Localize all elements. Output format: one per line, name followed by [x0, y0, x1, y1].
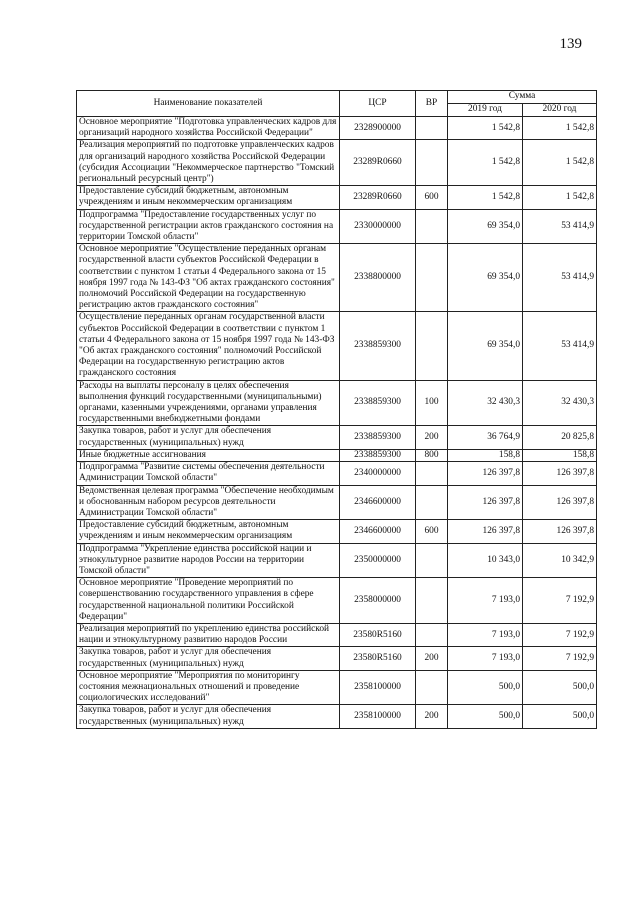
row-sum-2019-cell: 126 397,8: [448, 462, 523, 485]
row-vr-cell: 200: [416, 705, 448, 728]
row-sum-2020-cell: 53 414,9: [523, 209, 597, 244]
row-name-cell: Расходы на выплаты персоналу в целях обеспечения выполнения функций государственными (муниципальными) органами, казенными учреждениями, органами управления государственными внебюджетными фондами: [77, 380, 340, 426]
table-row: [77, 244, 597, 312]
row-name-cell: Закупка товаров, работ и услуг для обеспечения государственных (муниципальных) нужд: [77, 426, 340, 449]
row-vr-cell: [416, 462, 448, 485]
row-name-cell: Подпрограмма "Развитие системы обеспечения деятельности Администрации Томской области": [77, 462, 340, 485]
row-vr-cell: [416, 312, 448, 380]
row-name-cell: Реализация мероприятий по подготовке управленческих кадров для организаций народного хозяйства Российской Федерации (субсидия Ассоциации "Некоммерческое партнерство "Томский региональный ресурсный центр"): [77, 140, 340, 186]
row-vr-cell: 200: [416, 647, 448, 670]
row-name-cell: Иные бюджетные ассигнования: [77, 449, 340, 461]
row-sum-2019-cell: 1 542,8: [448, 186, 523, 209]
row-vr-cell: [416, 623, 448, 646]
row-sum-2019-cell: 7 193,0: [448, 578, 523, 624]
table-header: [77, 91, 597, 117]
table-body: [77, 117, 597, 729]
row-vr-cell: [416, 140, 448, 186]
row-sum-2020-cell: 7 192,9: [523, 647, 597, 670]
row-sum-2020-cell: 10 342,9: [523, 543, 597, 578]
row-sum-2020-cell: 7 192,9: [523, 578, 597, 624]
row-sum-2019-cell: 1 542,8: [448, 117, 523, 140]
row-sum-2019-cell: 69 354,0: [448, 312, 523, 380]
table-row: [77, 462, 597, 485]
row-name-cell: Закупка товаров, работ и услуг для обеспечения государственных (муниципальных) нужд: [77, 705, 340, 728]
row-name-cell: Реализация мероприятий по укреплению единства российской нации и этнокультурному развитию народов России: [77, 623, 340, 646]
row-sum-2020-cell: 32 430,3: [523, 380, 597, 426]
table-row: [77, 520, 597, 543]
header-sum: Сумма: [448, 91, 597, 104]
row-sum-2019-cell: 7 193,0: [448, 647, 523, 670]
header-csr: ЦСР: [340, 91, 416, 117]
page-number: 139: [559, 36, 582, 52]
table-row: [77, 312, 597, 380]
row-sum-2020-cell: 7 192,9: [523, 623, 597, 646]
table-row: [77, 186, 597, 209]
row-sum-2019-cell: 69 354,0: [448, 244, 523, 312]
row-sum-2020-cell: 126 397,8: [523, 520, 597, 543]
row-vr-cell: 600: [416, 520, 448, 543]
row-name-cell: Ведомственная целевая программа "Обеспечение необходимым и обоснованным набором ресурсов деятельности Администрации Томской области": [77, 485, 340, 520]
row-vr-cell: [416, 578, 448, 624]
row-sum-2020-cell: 500,0: [523, 705, 597, 728]
header-name: Наименование показателей: [77, 91, 340, 117]
row-sum-2019-cell: 1 542,8: [448, 140, 523, 186]
row-sum-2020-cell: 53 414,9: [523, 312, 597, 380]
row-sum-2019-cell: 7 193,0: [448, 623, 523, 646]
row-csr-cell: 2358000000: [340, 578, 416, 624]
row-sum-2019-cell: 158,8: [448, 449, 523, 461]
table-row: [77, 117, 597, 140]
row-vr-cell: [416, 117, 448, 140]
row-vr-cell: [416, 670, 448, 705]
row-vr-cell: 100: [416, 380, 448, 426]
row-vr-cell: 800: [416, 449, 448, 461]
row-vr-cell: 200: [416, 426, 448, 449]
header-year-2020: 2020 год: [523, 104, 597, 117]
table-row: [77, 449, 597, 461]
row-csr-cell: 2340000000: [340, 462, 416, 485]
row-csr-cell: 23580R5160: [340, 647, 416, 670]
row-name-cell: Предоставление субсидий бюджетным, автономным учреждениям и иным некоммерческим организациям: [77, 186, 340, 209]
row-csr-cell: 2338859300: [340, 426, 416, 449]
row-sum-2019-cell: 10 343,0: [448, 543, 523, 578]
row-csr-cell: 23289R0660: [340, 186, 416, 209]
table-row: [77, 209, 597, 244]
row-sum-2020-cell: 1 542,8: [523, 117, 597, 140]
row-sum-2019-cell: 500,0: [448, 705, 523, 728]
table-row: [77, 623, 597, 646]
row-csr-cell: 2338859300: [340, 449, 416, 461]
table-row: [77, 705, 597, 728]
row-name-cell: Основное мероприятие "Мероприятия по мониторингу состояния межнациональных отношений и проведение социологических исследований": [77, 670, 340, 705]
row-name-cell: Основное мероприятие "Подготовка управленческих кадров для организаций народного хозяйства Российской Федерации": [77, 117, 340, 140]
row-sum-2019-cell: 500,0: [448, 670, 523, 705]
table-row: [77, 578, 597, 624]
row-csr-cell: 2338859300: [340, 312, 416, 380]
row-name-cell: Закупка товаров, работ и услуг для обеспечения государственных (муниципальных) нужд: [77, 647, 340, 670]
table-row: [77, 543, 597, 578]
row-name-cell: Осуществление переданных органам государственной власти субъектов Российской Федерации в соответствии с пунктом 1 статьи 4 Федерального закона от 15 ноября 1997 года № 143-ФЗ "Об актах гражданского состояния" полномочий Российской Федерации на государственную регистрацию актов гражданского состояния: [77, 312, 340, 380]
table-row: [77, 426, 597, 449]
row-name-cell: Основное мероприятие "Проведение мероприятий по совершенствованию государственного управления в сфере государственной национальной политики Российской Федерации": [77, 578, 340, 624]
row-sum-2019-cell: 36 764,9: [448, 426, 523, 449]
table-row: [77, 140, 597, 186]
row-vr-cell: [416, 485, 448, 520]
row-sum-2020-cell: 126 397,8: [523, 485, 597, 520]
row-csr-cell: 2330000000: [340, 209, 416, 244]
row-sum-2019-cell: 126 397,8: [448, 485, 523, 520]
row-csr-cell: 2346600000: [340, 485, 416, 520]
row-name-cell: Основное мероприятие "Осуществление переданных органам государственной власти субъектов Российской Федерации в соответствии с пунктом 1 статьи 4 Федерального закона от 15 ноября 1997 года № 143-ФЗ "Об актах гражданского состояния" полномочий Российской Федерации на государственную регистрацию актов гражданского состояния": [77, 244, 340, 312]
row-sum-2019-cell: 32 430,3: [448, 380, 523, 426]
row-csr-cell: 2328900000: [340, 117, 416, 140]
table-row: [77, 485, 597, 520]
row-name-cell: Подпрограмма "Предоставление государственных услуг по государственной регистрации актов гражданского состояния на территории Томской области": [77, 209, 340, 244]
table-row: [77, 670, 597, 705]
row-csr-cell: 2346600000: [340, 520, 416, 543]
row-vr-cell: [416, 209, 448, 244]
row-sum-2020-cell: 158,8: [523, 449, 597, 461]
row-csr-cell: 23580R5160: [340, 623, 416, 646]
row-sum-2020-cell: 53 414,9: [523, 244, 597, 312]
row-name-cell: Подпрограмма "Укрепление единства российской нации и этнокультурное развитие народов России на территории Томской области": [77, 543, 340, 578]
row-sum-2020-cell: 20 825,8: [523, 426, 597, 449]
row-name-cell: Предоставление субсидий бюджетным, автономным учреждениям и иным некоммерческим организациям: [77, 520, 340, 543]
row-vr-cell: 600: [416, 186, 448, 209]
table-row: [77, 380, 597, 426]
row-csr-cell: 2350000000: [340, 543, 416, 578]
row-sum-2020-cell: 126 397,8: [523, 462, 597, 485]
row-sum-2020-cell: 1 542,8: [523, 186, 597, 209]
row-sum-2020-cell: 500,0: [523, 670, 597, 705]
row-vr-cell: [416, 543, 448, 578]
row-csr-cell: 2338859300: [340, 380, 416, 426]
header-vr: ВР: [416, 91, 448, 117]
row-sum-2019-cell: 69 354,0: [448, 209, 523, 244]
row-csr-cell: 23289R0660: [340, 140, 416, 186]
row-sum-2019-cell: 126 397,8: [448, 520, 523, 543]
row-csr-cell: 2358100000: [340, 670, 416, 705]
row-csr-cell: 2358100000: [340, 705, 416, 728]
row-sum-2020-cell: 1 542,8: [523, 140, 597, 186]
table-row: [77, 647, 597, 670]
header-year-2019: 2019 год: [448, 104, 523, 117]
row-vr-cell: [416, 244, 448, 312]
row-csr-cell: 2338800000: [340, 244, 416, 312]
budget-table: [76, 90, 597, 729]
